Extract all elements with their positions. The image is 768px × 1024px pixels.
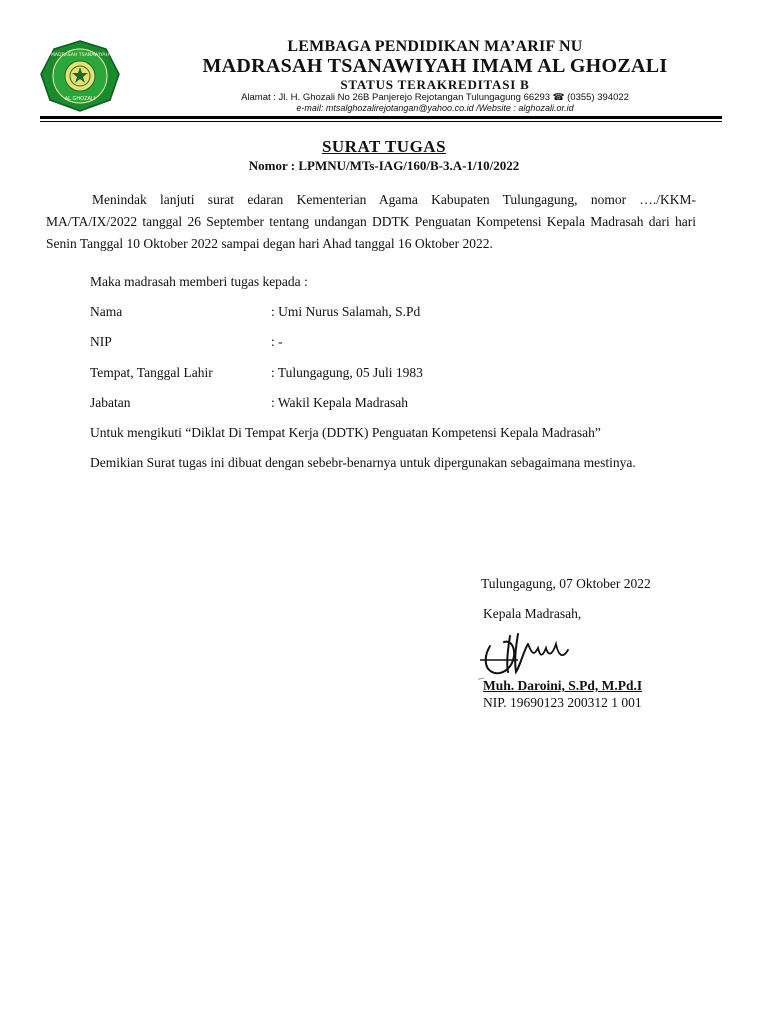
handwritten-signature: [478, 626, 578, 685]
field-value-position: : Wakil Kepala Madrasah: [271, 395, 408, 410]
signer-name: Muh. Daroini, S.Pd, M.Pd.I: [483, 678, 643, 693]
letterhead-school-name: MADRASAH TSANAWIYAH IMAM AL GHOZALI: [202, 55, 668, 77]
field-label-nip: NIP: [90, 334, 112, 349]
signature-place-date: Tulungagung, 07 Oktober 2022: [481, 576, 651, 591]
opening-paragraph: [46, 189, 696, 255]
letterhead-address: Alamat : Jl. H. Ghozali No 26B Panjerejo Rejotangan Tulungagung 66293 ☎ (0355) 394022: [241, 92, 629, 103]
document-title: SURAT TUGAS: [321, 137, 447, 156]
field-label-position: Jabatan: [90, 395, 131, 410]
svg-text:AL GHOZALI: AL GHOZALI: [64, 96, 96, 102]
signer-nip: NIP. 19690123 200312 1 001: [483, 695, 642, 710]
letterhead-divider-thick: [40, 116, 722, 119]
field-label-birth: Tempat, Tanggal Lahir: [90, 365, 213, 380]
assignment-intro: Maka madrasah memberi tugas kepada :: [90, 274, 308, 289]
letterhead-divider-thin: [40, 121, 722, 122]
signature-scribble-icon: [478, 626, 578, 680]
letterhead-organization: LEMBAGA PENDIDIKAN MA’ARIF NU: [287, 38, 583, 55]
signature-position: Kepala Madrasah,: [483, 606, 582, 621]
field-value-nip: : -: [271, 334, 283, 349]
purpose-text: Untuk mengikuti “Diklat Di Tempat Kerja (DDTK) Penguatan Kompetensi Kepala Madrasah”: [90, 425, 601, 440]
closing-text: Demikian Surat tugas ini dibuat dengan sebebr-benarnya untuk dipergunakan sebagaimana mestinya.: [90, 455, 636, 470]
field-label-nama: Nama: [90, 304, 123, 319]
field-value-nama: : Umi Nurus Salamah, S.Pd: [271, 304, 421, 319]
letterhead-status: STATUS TERAKREDITASI B: [340, 77, 530, 92]
field-value-birth: : Tulungagung, 05 Juli 1983: [271, 365, 423, 380]
document-number: Nomor : LPMNU/MTs-IAG/160/B-3.A-1/10/2022: [248, 158, 520, 173]
opening-paragraph-text: Menindak lanjuti surat edaran Kementerian Agama Kabupaten Tulungagung, nomor …./KKM-MA/TA/IX/2022 tanggal 26 September tentang undangan DDTK Penguatan Kompetensi Kepala Madrasah dari hari Senin Tanggal 10 Oktober 2022 sampai degan hari Ahad tanggal 16 Oktober 2022.: [46, 192, 696, 251]
school-logo: [40, 40, 120, 112]
letterhead-contact: e-mail: mtsalghozalirejotangan@yahoo.co.id /Website : alghozali.or.id: [296, 103, 574, 113]
svg-text:MADRASAH TSANAWIYAH: MADRASAH TSANAWIYAH: [50, 53, 110, 58]
school-logo-emblem-icon: [40, 40, 120, 112]
